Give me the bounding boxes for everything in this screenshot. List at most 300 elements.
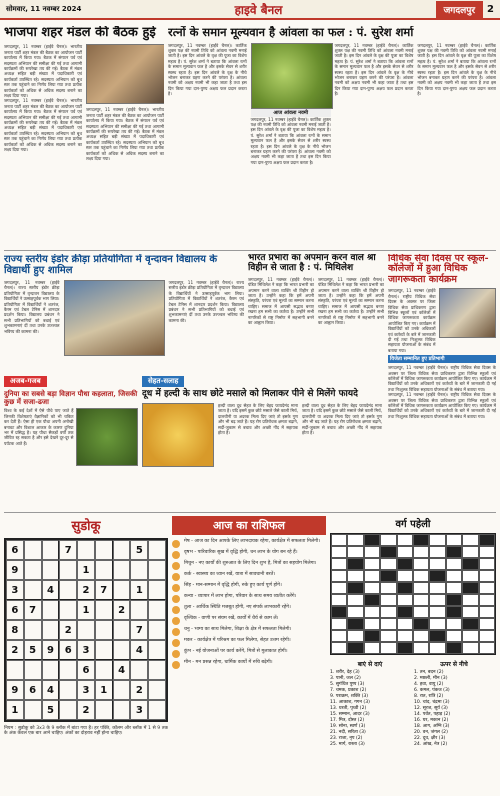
- story-amla-photo: [251, 43, 333, 109]
- crossword-clue: 6. कमल, पंकज (3): [414, 688, 450, 693]
- section-ajab-gajab-body: विश्व के कई देशों में ऐसे पौधे पाए जाते हैं जिनकी विशेषताएं वैज्ञानिकों को भी चकित कर देती हैं। ऐसा ही एक पौधा अपनी अनोखी बनावट और विशाल आकार के कारण दुनिया भर में प्रसिद्ध है। यह पौधा सैकड़ों वर्षों तक जीवित रह सकता है और इसे देखने दूर-दूर से पर्यटक आते हैं।: [4, 408, 74, 446]
- sudoku-cell: 2: [77, 580, 95, 600]
- crossword-cell[interactable]: [364, 582, 380, 594]
- crossword-cell[interactable]: [331, 606, 347, 618]
- crossword-cell[interactable]: [364, 546, 380, 558]
- section-ajab-gajab-tag: अजब-गजब: [4, 376, 47, 387]
- sudoku-cell: [113, 620, 131, 640]
- crossword-cell[interactable]: [397, 570, 413, 582]
- story-indoor-headline: राज्य स्तरीय इंडोर क्रीड़ा प्रतियोगिता में वृन्दावन विद्यालय के विद्यार्थी हुए शामिल: [4, 254, 218, 276]
- sudoku-cell: [42, 560, 60, 580]
- crossword-clue: 16. घर, मकान (2): [414, 718, 449, 723]
- crossword-cell[interactable]: [397, 630, 413, 642]
- section-health-headline: दूध में हल्दी के साथ छोटे मसाले को मिलाकर पीने से मिलेंगे फायदे: [142, 389, 358, 399]
- story-bjp-body: जगदलपुर, 11 नवम्बर (हाईवे चैनल)। भारतीय जनता पार्टी शहर मंडल की बैठक का आयोजन पार्टी कार्यालय में किया गया। बैठक में संगठन पर्व एवं सदस्यता अभियान की समीक्षा की गई तथा आगामी कार्यक्रमों की रूपरेखा तय की गई। बैठक में मंडल अध्यक्ष सहित बड़ी संख्या में पदाधिकारी एवं कार्यकर्ता उपस्थित रहे। सदस्यता अभियान को बूथ स्तर तक पहुंचाने का निर्णय लिया गया तथा प्रत्येक कार्यकर्ता को अधिक से अधिक सदस्य बनाने का लक्ष्य दिया गया।: [4, 44, 82, 98]
- crossword-cell[interactable]: [347, 582, 363, 594]
- crossword-cell[interactable]: [479, 630, 495, 642]
- rashifal-item: [172, 638, 326, 647]
- sudoku-cell: [59, 580, 77, 600]
- story-bjp-photo: [86, 44, 164, 104]
- crossword-cell[interactable]: [446, 558, 462, 570]
- sudoku-cell: 4: [130, 640, 148, 660]
- crossword-cell[interactable]: [462, 558, 478, 570]
- story-amla-photo-caption: आज आंवला नवमी: [251, 109, 331, 117]
- section-ajab-gajab: [4, 368, 138, 508]
- crossword-cell[interactable]: [331, 618, 347, 630]
- crossword-cell[interactable]: [364, 642, 380, 654]
- crossword-cell[interactable]: [413, 618, 429, 630]
- sudoku-cell: [148, 680, 166, 700]
- crossword-clue: 1. तन, बदन (2): [414, 670, 444, 675]
- sudoku-cell: [6, 660, 24, 680]
- sudoku-cell: 3: [130, 700, 148, 720]
- sudoku-cell: 5: [24, 640, 42, 660]
- rashifal-item-text: तुला - आर्थिक स्थिति मजबूत होगी, नए संपर्क लाभकारी रहेंगे।: [184, 605, 291, 610]
- rashifal-item: [172, 583, 326, 592]
- sudoku-cell: 6: [6, 600, 24, 620]
- rashifal-item: [172, 539, 326, 548]
- crossword-cell[interactable]: [347, 546, 363, 558]
- crossword-cell[interactable]: [380, 618, 396, 630]
- story-legal-headline: विधिक सेवा दिवस पर स्कूल-कॉलेजों में हुआ विधिक जागरूकता कार्यक्रम: [388, 254, 489, 285]
- crossword-down-heading: ऊपर से नीचे: [440, 661, 468, 668]
- sudoku-cell: [77, 540, 95, 560]
- crossword-cell[interactable]: [446, 642, 462, 654]
- sudoku-cell: 1: [77, 560, 95, 580]
- crossword-cell[interactable]: [429, 594, 445, 606]
- sudoku-cell: [130, 600, 148, 620]
- zodiac-sign-icon: [172, 617, 180, 625]
- sudoku-cell: 6: [6, 540, 24, 560]
- story-legal-body-cont: जगदलपुर, 11 नवम्बर (हाईवे चैनल)। राष्ट्रीय विधिक सेवा दिवस के अवसर पर जिला विधिक सेवा प्राधिकरण द्वारा विभिन्न स्कूलों एवं कॉलेजों में विधिक जागरूकता कार्यक्रम आयोजित किए गए। कार्यक्रम में विद्यार्थियों को उनके अधिकारों एवं कर्तव्यों के बारे में जानकारी दी गई तथा निःशुल्क विधिक सहायता योजनाओं के संबंध में बताया गया।: [388, 365, 496, 392]
- rashifal-item-text: धनु - भाग्य का साथ मिलेगा, शिक्षा के क्षेत्र में सफलता मिलेगी।: [184, 627, 292, 632]
- rashifal-item-text: सिंह - मान-सम्मान में वृद्धि होगी, रुके हुए कार्य पूर्ण होंगे।: [184, 583, 282, 588]
- crossword-cell[interactable]: [380, 546, 396, 558]
- crossword-clue: 15. सम्मान, आदर (3): [330, 712, 370, 717]
- crossword-cell[interactable]: [397, 606, 413, 618]
- sudoku-cell: [24, 660, 42, 680]
- crossword-clue: 17. मित्र, दोस्त (2): [330, 718, 365, 723]
- sudoku-title: सुडोकू: [71, 519, 101, 534]
- story-amla-body-col3: जगदलपुर, 11 नवम्बर (हाईवे चैनल)। कार्तिक शुक्ल पक्ष की नवमी तिथि को आंवला नवमी मनाई जाती है। इस दिन आंवले के वृक्ष की पूजा का विशेष महत्व है। पं. सुरेश शर्मा ने बताया कि आंवला रत्नों के समान मूल्यवान फल है और इसके सेवन से शरीर स्वस्थ रहता है। इस दिन आंवले के वृक्ष के नीचे भोजन बनाकर ग्रहण करने की परंपरा है। आंवला नवमी को अक्षय नवमी भी कहा जाता है तथा इस दिन किया गया दान-पुण्य अक्षय फल प्रदान करता है।: [334, 42, 414, 97]
- sudoku-cell: 5: [130, 540, 148, 560]
- crossword-cell[interactable]: [347, 570, 363, 582]
- story-prabhari-body: जगदलपुर, 11 नवम्बर (हाईवे चैनल)। पंडित मिथिलेश ने कहा कि भारत प्रभारी का अपमान करने वाला व्यक्ति श्री विहीन हो जाता है। उन्होंने कहा कि हमें अपनी संस्कृति, परंपरा एवं मूल्यों का सम्मान करना चाहिए। समाज में आपसी सद्भाव बनाए रखना हम सभी का कर्तव्य है। उन्होंने सभी नागरिकों से राष्ट्र निर्माण में सहभागी बनने का आह्वान किया।: [248, 276, 314, 326]
- rashifal-list: [172, 539, 326, 669]
- sudoku-cell: [42, 660, 60, 680]
- sudoku-cell: 3: [6, 580, 24, 600]
- story-amla-body: जगदलपुर, 11 नवम्बर (हाईवे चैनल)। कार्तिक शुक्ल पक्ष की नवमी तिथि को आंवला नवमी मनाई जाती है। इस दिन आंवले के वृक्ष की पूजा का विशेष महत्व है। पं. सुरेश शर्मा ने बताया कि आंवला रत्नों के समान मूल्यवान फल है और इसके सेवन से शरीर स्वस्थ रहता है। इस दिन आंवले के वृक्ष के नीचे भोजन बनाकर ग्रहण करने की परंपरा है। आंवला नवमी को अक्षय नवमी भी कहा जाता है तथा इस दिन किया गया दान-पुण्य अक्षय फल प्रदान करता है।: [168, 42, 247, 97]
- crossword-cell[interactable]: [364, 558, 380, 570]
- story-legal-body-cont2: जगदलपुर, 11 नवम्बर (हाईवे चैनल)। राष्ट्रीय विधिक सेवा दिवस के अवसर पर जिला विधिक सेवा प्राधिकरण द्वारा विभिन्न स्कूलों एवं कॉलेजों में विधिक जागरूकता कार्यक्रम आयोजित किए गए। कार्यक्रम में विद्यार्थियों को उनके अधिकारों एवं कर्तव्यों के बारे में जानकारी दी गई तथा निःशुल्क विधिक सहायता योजनाओं के संबंध में बताया गया।: [388, 392, 496, 419]
- zodiac-sign-icon: [172, 661, 180, 669]
- crossword-cell[interactable]: [413, 570, 429, 582]
- crossword-cell[interactable]: [479, 606, 495, 618]
- sudoku-cell: 7: [24, 600, 42, 620]
- sudoku-cell: 2: [113, 600, 131, 620]
- rashifal-item-text: मकर - कार्यक्षेत्र में परिश्रम का फल मिलेगा, सेहत उत्तम रहेगी।: [184, 638, 291, 643]
- story-prabhari: [248, 254, 384, 364]
- sudoku-cell: 2: [59, 620, 77, 640]
- crossword-cell[interactable]: [429, 618, 445, 630]
- story-indoor-body: जगदलपुर, 11 नवम्बर (हाईवे चैनल)। राज्य स्तरीय इंडोर क्रीड़ा प्रतियोगिता में वृन्दावन विद्यालय के विद्यार्थियों ने उत्साहपूर्वक भाग लिया। प्रतियोगिता में विद्यार्थियों ने शतरंज, कैरम एवं टेबल टेनिस में शानदार प्रदर्शन किया। विद्यालय प्रबंधन ने सभी प्रतिभागियों को बधाई एवं शुभकामनाएं दीं तथा उनके उज्ज्वल भविष्य की कामना की।: [4, 280, 60, 334]
- sudoku-cell: 4: [113, 660, 131, 680]
- sudoku-cell: [148, 540, 166, 560]
- sudoku-cell: 4: [42, 580, 60, 600]
- crossword-cell[interactable]: [364, 570, 380, 582]
- story-legal-body: जगदलपुर, 11 नवम्बर (हाईवे चैनल)। राष्ट्रीय विधिक सेवा दिवस के अवसर पर जिला विधिक सेवा प्राधिकरण द्वारा विभिन्न स्कूलों एवं कॉलेजों में विधिक जागरूकता कार्यक्रम आयोजित किए गए। कार्यक्रम में विद्यार्थियों को उनके अधिकारों एवं कर्तव्यों के बारे में जानकारी दी गई तथा निःशुल्क विधिक सहायता योजनाओं के संबंध में बताया गया।: [388, 288, 436, 353]
- sudoku-cell: 8: [6, 620, 24, 640]
- crossword-cell[interactable]: [413, 558, 429, 570]
- crossword-cell[interactable]: [429, 606, 445, 618]
- zodiac-sign-icon: [172, 573, 180, 581]
- crossword-across-list: [330, 670, 410, 748]
- crossword-cell[interactable]: [331, 594, 347, 606]
- zodiac-sign-icon: [172, 562, 180, 570]
- crossword-cell[interactable]: [397, 546, 413, 558]
- sudoku-cell: [113, 640, 131, 660]
- crossword-clue: 18. आग, अग्नि (3): [414, 724, 450, 729]
- sudoku-cell: 4: [42, 680, 60, 700]
- section-health-tag: सेहत-सलाह: [142, 376, 184, 387]
- sudoku-cell: [148, 660, 166, 680]
- zodiac-sign-icon: [172, 551, 180, 559]
- crossword-clue: 12. सूरज, सूर्य (3): [414, 706, 448, 711]
- sudoku-cell: 2: [77, 700, 95, 720]
- crossword-cell[interactable]: [364, 594, 380, 606]
- crossword-cell[interactable]: [331, 630, 347, 642]
- masthead: [0, 0, 500, 20]
- crossword-cell[interactable]: [462, 570, 478, 582]
- sudoku-cell: [148, 640, 166, 660]
- rashifal-box: [172, 516, 326, 792]
- sudoku-note: नियम : सुडोकू को 3x3 के 9 ब्लॉक में बांटा गया है। हर पंक्ति, कॉलम और ब्लॉक में 1 से 9 तक के अंक केवल एक बार आने चाहिए। अंकों का दोहराव नहीं होना चाहिए।: [4, 726, 168, 737]
- zodiac-sign-icon: [172, 540, 180, 548]
- sudoku-cell: 2: [6, 640, 24, 660]
- crossword-cell[interactable]: [429, 570, 445, 582]
- crossword-cell[interactable]: [462, 546, 478, 558]
- sudoku-cell: 1: [6, 700, 24, 720]
- section-health-photo: [142, 403, 214, 467]
- crossword-cell[interactable]: [364, 606, 380, 618]
- crossword-cell[interactable]: [413, 546, 429, 558]
- story-indoor-body-col2: जगदलपुर, 11 नवम्बर (हाईवे चैनल)। राज्य स्तरीय इंडोर क्रीड़ा प्रतियोगिता में वृन्दावन विद्यालय के विद्यार्थियों ने उत्साहपूर्वक भाग लिया। प्रतियोगिता में विद्यार्थियों ने शतरंज, कैरम एवं टेबल टेनिस में शानदार प्रदर्शन किया। विद्यालय प्रबंधन ने सभी प्रतिभागियों को बधाई एवं शुभकामनाएं दीं तथा उनके उज्ज्वल भविष्य की कामना की।: [168, 280, 244, 323]
- crossword-clue: 22. दूध, क्षीर (3): [414, 736, 446, 741]
- story-legal-photo-caption: विजेता सम्मानित हुए प्रतिभागी: [388, 355, 496, 363]
- crossword-clue: 14. पर्वत, पहाड़ (2): [414, 712, 451, 717]
- crossword-cell[interactable]: [347, 534, 363, 546]
- story-amla: [168, 26, 496, 248]
- crossword-clue: 21. नदी, सरिता (3): [330, 730, 366, 735]
- crossword-clue: 19. सोना, स्वर्ण (3): [330, 724, 366, 729]
- crossword-clue: 25. मार्ग, रास्ता (3): [330, 742, 365, 747]
- sudoku-cell: 9: [6, 680, 24, 700]
- crossword-cell[interactable]: [364, 630, 380, 642]
- crossword-cell[interactable]: [397, 594, 413, 606]
- rashifal-item: [172, 594, 326, 603]
- zodiac-sign-icon: [172, 650, 180, 658]
- rashifal-item: [172, 550, 326, 559]
- story-amla-body-col4: जगदलपुर, 11 नवम्बर (हाईवे चैनल)। कार्तिक शुक्ल पक्ष की नवमी तिथि को आंवला नवमी मनाई जाती है। इस दिन आंवले के वृक्ष की पूजा का विशेष महत्व है। पं. सुरेश शर्मा ने बताया कि आंवला रत्नों के समान मूल्यवान फल है और इसके सेवन से शरीर स्वस्थ रहता है। इस दिन आंवले के वृक्ष के नीचे भोजन बनाकर ग्रहण करने की परंपरा है। आंवला नवमी को अक्षय नवमी भी कहा जाता है तथा इस दिन किया गया दान-पुण्य अक्षय फल प्रदान करता है।: [417, 42, 496, 97]
- sudoku-cell: 6: [59, 640, 77, 660]
- crossword-clue: 23. राजा, नृप (2): [330, 736, 363, 741]
- masthead-page-number: 2: [487, 3, 494, 15]
- crossword-clue: 20. वन, जंगल (2): [414, 730, 448, 735]
- sudoku-cell: 2: [130, 680, 148, 700]
- crossword-cell[interactable]: [347, 642, 363, 654]
- crossword-cell[interactable]: [479, 558, 495, 570]
- sudoku-cell: [130, 660, 148, 680]
- crossword-cell[interactable]: [429, 558, 445, 570]
- masthead-right: [436, 1, 494, 18]
- sudoku-cell: [42, 540, 60, 560]
- crossword-cell[interactable]: [413, 642, 429, 654]
- crossword-cell[interactable]: [347, 618, 363, 630]
- crossword-cell[interactable]: [380, 582, 396, 594]
- sudoku-cell: [148, 560, 166, 580]
- section-ajab-gajab-photo: [76, 408, 138, 466]
- crossword-cell[interactable]: [479, 618, 495, 630]
- rashifal-title: आज का राशिफल: [172, 516, 326, 535]
- crossword-cell[interactable]: [446, 546, 462, 558]
- sudoku-cell: [59, 560, 77, 580]
- crossword-cell[interactable]: [347, 606, 363, 618]
- sudoku-cell: 7: [130, 620, 148, 640]
- rashifal-item-text: मेष - आज का दिन आपके लिए लाभदायक रहेगा, कार्यक्षेत्र में सफलता मिलेगी।: [184, 539, 321, 544]
- masthead-city: जगदलपुर: [436, 1, 483, 18]
- sudoku-cell: [24, 580, 42, 600]
- rashifal-item-text: कन्या - व्यापार में लाभ होगा, परिवार के साथ समय व्यतीत करेंगे।: [184, 594, 297, 599]
- crossword-cell[interactable]: [479, 642, 495, 654]
- sudoku-cell: [95, 660, 113, 680]
- crossword-cell[interactable]: [446, 630, 462, 642]
- sudoku-cell: 1: [95, 680, 113, 700]
- crossword-cell[interactable]: [380, 534, 396, 546]
- crossword-cell[interactable]: [479, 570, 495, 582]
- rashifal-item-text: कर्क - स्वास्थ्य का ध्यान रखें, यात्रा में सावधानी बरतें।: [184, 572, 276, 577]
- crossword-clue: 4. हवा, वायु (2): [414, 682, 444, 687]
- crossword-clue: 10. चांद, चंद्रमा (3): [414, 700, 450, 705]
- sudoku-cell: [148, 700, 166, 720]
- crossword-cell[interactable]: [347, 630, 363, 642]
- story-legal-photo: [439, 288, 496, 338]
- crossword-grid: [330, 533, 496, 655]
- crossword-cell[interactable]: [397, 558, 413, 570]
- crossword-cell[interactable]: [446, 570, 462, 582]
- zodiac-sign-icon: [172, 595, 180, 603]
- crossword-cell[interactable]: [446, 618, 462, 630]
- crossword-cell[interactable]: [364, 534, 380, 546]
- sudoku-cell: [95, 600, 113, 620]
- crossword-cell[interactable]: [462, 594, 478, 606]
- crossword-cell[interactable]: [413, 582, 429, 594]
- section-health-body-col2: हल्दी वाला दूध सेहत के लिए बेहद फायदेमंद माना जाता है। यदि इसमें कुछ छोटे मसाले जैसे काली मिर्च, दालचीनी या अदरक मिला दिए जाएं तो इसके गुण और भी बढ़ जाते हैं। यह रोग प्रतिरोधक क्षमता बढ़ाने, सर्दी-जुकाम से बचाव और अच्छी नींद में सहायक होता है।: [302, 402, 382, 435]
- sudoku-cell: [59, 680, 77, 700]
- sudoku-cell: 1: [77, 600, 95, 620]
- sudoku-cell: [148, 620, 166, 640]
- sudoku-cell: [42, 620, 60, 640]
- section-ajab-gajab-headline: दुनिया का सबसे बड़ा विज्ञान पौधा कहलाता, जिसकी कुछ में सजा-ढजा: [4, 389, 138, 406]
- crossword-clue: 1. शरीर, देह (3): [330, 670, 360, 675]
- crossword-cell[interactable]: [429, 642, 445, 654]
- crossword-cell[interactable]: [397, 618, 413, 630]
- crossword-cell[interactable]: [413, 594, 429, 606]
- crossword-cell[interactable]: [347, 594, 363, 606]
- crossword-cell[interactable]: [429, 546, 445, 558]
- sudoku-grid: [4, 538, 168, 722]
- sudoku-cell: 9: [6, 560, 24, 580]
- crossword-clue: 13. धरती, पृथ्वी (2): [330, 706, 367, 711]
- crossword-cell[interactable]: [331, 582, 347, 594]
- crossword-cell[interactable]: [380, 558, 396, 570]
- crossword-cell[interactable]: [446, 606, 462, 618]
- sudoku-cell: 7: [95, 580, 113, 600]
- crossword-cell[interactable]: [331, 546, 347, 558]
- rashifal-item-text: वृषभ - पारिवारिक सुख में वृद्धि होगी, धन लाभ के योग बन रहे हैं।: [184, 550, 298, 555]
- crossword-clue: 24. आंख, नेत्र (2): [414, 742, 448, 747]
- sudoku-cell: [24, 560, 42, 580]
- crossword-across-heading: बाएं से दाएं: [357, 661, 383, 668]
- crossword-cell[interactable]: [462, 630, 478, 642]
- crossword-cell[interactable]: [380, 594, 396, 606]
- sudoku-cell: [95, 640, 113, 660]
- story-bjp: [4, 26, 164, 248]
- crossword-cell[interactable]: [479, 534, 495, 546]
- section-health-body: हल्दी वाला दूध सेहत के लिए बेहद फायदेमंद माना जाता है। यदि इसमें कुछ छोटे मसाले जैसे काली मिर्च, दालचीनी या अदरक मिला दिए जाएं तो इसके गुण और भी बढ़ जाते हैं। यह रोग प्रतिरोधक क्षमता बढ़ाने, सर्दी-जुकाम से बचाव और अच्छी नींद में सहायक होता है।: [218, 402, 298, 435]
- crossword-cell[interactable]: [462, 618, 478, 630]
- crossword-cell[interactable]: [413, 606, 429, 618]
- sudoku-cell: 1: [130, 580, 148, 600]
- rashifal-item: [172, 660, 326, 669]
- divider: [4, 250, 496, 251]
- crossword-cell[interactable]: [446, 534, 462, 546]
- zodiac-sign-icon: [172, 606, 180, 614]
- crossword-cell[interactable]: [380, 630, 396, 642]
- crossword-clue: 2. मछली, मीन (3): [414, 676, 448, 681]
- zodiac-sign-icon: [172, 584, 180, 592]
- sudoku-cell: [95, 700, 113, 720]
- sudoku-cell: [24, 700, 42, 720]
- crossword-cell[interactable]: [331, 534, 347, 546]
- rashifal-item: [172, 649, 326, 658]
- sudoku-cell: 7: [59, 540, 77, 560]
- crossword-cell[interactable]: [462, 534, 478, 546]
- crossword-cell[interactable]: [479, 594, 495, 606]
- crossword-cell[interactable]: [380, 642, 396, 654]
- crossword-title: वर्ग पहेली: [395, 519, 431, 530]
- crossword-cell[interactable]: [462, 582, 478, 594]
- crossword-cell[interactable]: [380, 570, 396, 582]
- crossword-cell[interactable]: [479, 582, 495, 594]
- crossword-cell[interactable]: [413, 630, 429, 642]
- sudoku-cell: [59, 700, 77, 720]
- crossword-box: [330, 516, 496, 792]
- crossword-cell[interactable]: [429, 582, 445, 594]
- crossword-cell[interactable]: [380, 606, 396, 618]
- rashifal-item: [172, 627, 326, 636]
- story-indoor: [4, 254, 244, 364]
- sudoku-cell: [130, 560, 148, 580]
- sudoku-cell: [113, 680, 131, 700]
- sudoku-cell: [59, 660, 77, 680]
- rashifal-item: [172, 572, 326, 581]
- section-health: [142, 368, 384, 508]
- sudoku-cell: 6: [24, 680, 42, 700]
- sudoku-cell: [113, 700, 131, 720]
- rashifal-item: [172, 561, 326, 570]
- story-amla-headline: रत्नों के समान मूल्यवान है आंवला का फल : पं. सुरेश शर्मा: [168, 26, 414, 39]
- story-bjp-headline: भाजपा शहर मंडल की बैठक हुई: [4, 26, 156, 40]
- sudoku-cell: 5: [42, 700, 60, 720]
- story-prabhari-body-col2: जगदलपुर, 11 नवम्बर (हाईवे चैनल)। पंडित मिथिलेश ने कहा कि भारत प्रभारी का अपमान करने वाला व्यक्ति श्री विहीन हो जाता है। उन्होंने कहा कि हमें अपनी संस्कृति, परंपरा एवं मूल्यों का सम्मान करना चाहिए। समाज में आपसी सद्भाव बनाए रखना हम सभी का कर्तव्य है। उन्होंने सभी नागरिकों से राष्ट्र निर्माण में सहभागी बनने का आह्वान किया।: [318, 276, 384, 326]
- crossword-cell[interactable]: [429, 534, 445, 546]
- crossword-clue: 5. सुगंधित पुष्प (3): [330, 682, 365, 687]
- sudoku-cell: 9: [42, 640, 60, 660]
- sudoku-cell: [59, 600, 77, 620]
- crossword-clue: 7. चमक, प्रकाश (2): [330, 688, 367, 693]
- story-bjp-body-col2: जगदलपुर, 11 नवम्बर (हाईवे चैनल)। भारतीय जनता पार्टी शहर मंडल की बैठक का आयोजन पार्टी कार्यालय में किया गया। बैठक में संगठन पर्व एवं सदस्यता अभियान की समीक्षा की गई तथा आगामी कार्यक्रमों की रूपरेखा तय की गई। बैठक में मंडल अध्यक्ष सहित बड़ी संख्या में पदाधिकारी एवं कार्यकर्ता उपस्थित रहे। सदस्यता अभियान को बूथ स्तर तक पहुंचाने का निर्णय लिया गया तथा प्रत्येक कार्यकर्ता को अधिक से अधिक सदस्य बनाने का लक्ष्य दिया गया।: [86, 107, 164, 161]
- crossword-cell[interactable]: [331, 558, 347, 570]
- story-amla-body-col2: जगदलपुर, 11 नवम्बर (हाईवे चैनल)। कार्तिक शुक्ल पक्ष की नवमी तिथि को आंवला नवमी मनाई जाती है। इस दिन आंवले के वृक्ष की पूजा का विशेष महत्व है। पं. सुरेश शर्मा ने बताया कि आंवला रत्नों के समान मूल्यवान फल है और इसके सेवन से शरीर स्वस्थ रहता है। इस दिन आंवले के वृक्ष के नीचे भोजन बनाकर ग्रहण करने की परंपरा है। आंवला नवमी को अक्षय नवमी भी कहा जाता है तथा इस दिन किया गया दान-पुण्य अक्षय फल प्रदान करता है।: [250, 116, 331, 165]
- crossword-down-list: [414, 670, 494, 748]
- story-bjp-body-cont: जगदलपुर, 11 नवम्बर (हाईवे चैनल)। भारतीय जनता पार्टी शहर मंडल की बैठक का आयोजन पार्टी कार्यालय में किया गया। बैठक में संगठन पर्व एवं सदस्यता अभियान की समीक्षा की गई तथा आगामी कार्यक्रमों की रूपरेखा तय की गई। बैठक में मंडल अध्यक्ष सहित बड़ी संख्या में पदाधिकारी एवं कार्यकर्ता उपस्थित रहे। सदस्यता अभियान को बूथ स्तर तक पहुंचाने का निर्णय लिया गया तथा प्रत्येक कार्यकर्ता को अधिक से अधिक सदस्य बनाने का लक्ष्य दिया गया।: [4, 98, 82, 153]
- crossword-cell[interactable]: [397, 534, 413, 546]
- crossword-cell[interactable]: [462, 606, 478, 618]
- rashifal-item-text: वृश्चिक - वाणी पर संयम रखें, कार्यों में धैर्य से काम लें।: [184, 616, 279, 621]
- crossword-cell[interactable]: [397, 642, 413, 654]
- rashifal-item-text: मीन - मन प्रसन्न रहेगा, धार्मिक कार्यों में रुचि बढ़ेगी।: [184, 660, 273, 665]
- sudoku-cell: [42, 600, 60, 620]
- crossword-clue: 11. आकाश, गगन (3): [330, 700, 370, 705]
- crossword-clue: 8. रात, रात्रि (2): [414, 694, 444, 699]
- sudoku-box: [4, 516, 168, 792]
- zodiac-sign-icon: [172, 639, 180, 647]
- crossword-cell[interactable]: [446, 594, 462, 606]
- crossword-cell[interactable]: [413, 534, 429, 546]
- sudoku-cell: 6: [77, 660, 95, 680]
- crossword-cell[interactable]: [446, 582, 462, 594]
- sudoku-cell: [95, 620, 113, 640]
- crossword-cell[interactable]: [397, 582, 413, 594]
- masthead-paper-name: हाइवे बैनल: [234, 2, 283, 17]
- sudoku-cell: [113, 580, 131, 600]
- story-indoor-photo: [64, 280, 165, 356]
- sudoku-cell: 3: [77, 640, 95, 660]
- crossword-cell[interactable]: [462, 642, 478, 654]
- rashifal-item-text: मिथुन - नए कार्यों की शुरुआत के लिए दिन शुभ है, मित्रों का सहयोग मिलेगा।: [184, 561, 317, 566]
- divider: [4, 512, 496, 513]
- crossword-clue: 9. पराक्रम, शक्ति (3): [330, 694, 369, 699]
- crossword-cell[interactable]: [479, 546, 495, 558]
- story-legal: [388, 254, 496, 514]
- sudoku-cell: [113, 540, 131, 560]
- crossword-cell[interactable]: [364, 618, 380, 630]
- crossword-cell[interactable]: [429, 630, 445, 642]
- sudoku-cell: [24, 620, 42, 640]
- crossword-clue: 3. पानी, जल (2): [330, 676, 361, 681]
- sudoku-cell: [77, 620, 95, 640]
- story-prabhari-headline: भारत प्रभारी का अपमान करने वाले श्री विहीन से जाता है : पं. मिथिलेश: [248, 254, 376, 273]
- crossword-cell[interactable]: [347, 558, 363, 570]
- sudoku-cell: [95, 560, 113, 580]
- sudoku-cell: [113, 560, 131, 580]
- sudoku-cell: [148, 600, 166, 620]
- sudoku-cell: [95, 540, 113, 560]
- crossword-cell[interactable]: [331, 642, 347, 654]
- zodiac-sign-icon: [172, 628, 180, 636]
- rashifal-item-text: कुंभ - नई योजनाओं पर कार्य करेंगे, मित्रों से मुलाकात होगी।: [184, 649, 288, 654]
- crossword-cell[interactable]: [331, 570, 347, 582]
